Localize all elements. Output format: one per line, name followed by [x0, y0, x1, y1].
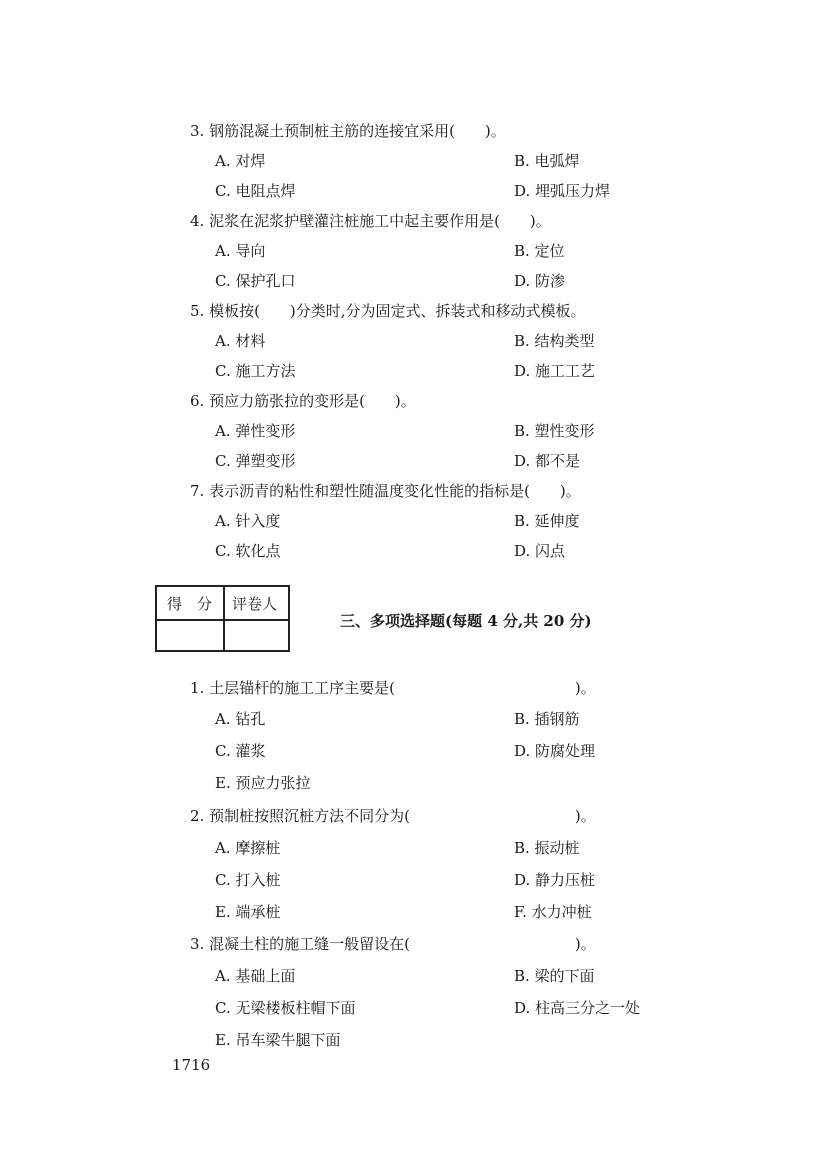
option-e: E. 端承桩 [215, 903, 281, 921]
option-d: D. 埋弧压力焊 [514, 182, 611, 200]
option-a: A. 导向 [215, 242, 266, 260]
option-d: D. 施工工艺 [514, 362, 596, 380]
option-c: C. 软化点 [215, 542, 281, 560]
option-a: A. 弹性变形 [215, 422, 296, 440]
question-stem: 5. 模板按( )分类时,分为固定式、拆装式和移动式模板。 [190, 302, 586, 320]
option-d: D. 柱高三分之一处 [514, 999, 641, 1017]
question-stem: 3. 混凝土柱的施工缝一般留设在( )。 [190, 935, 596, 953]
option-c: C. 电阻点焊 [215, 182, 296, 200]
option-d: D. 闪点 [514, 542, 566, 560]
option-e: E. 预应力张拉 [215, 774, 311, 792]
option-b: B. 振动桩 [514, 839, 580, 857]
option-c: C. 无梁楼板柱帽下面 [215, 999, 356, 1017]
option-c: C. 打入桩 [215, 871, 281, 889]
question-stem: 1. 土层锚杆的施工工序主要是( )。 [190, 679, 596, 697]
question-stem: 4. 泥浆在泥浆护壁灌注桩施工中起主要作用是( )。 [190, 212, 551, 230]
option-f: F. 水力冲桩 [514, 903, 592, 921]
option-b: B. 插钢筋 [514, 710, 580, 728]
option-c: C. 灌浆 [215, 742, 266, 760]
option-a: A. 钻孔 [215, 710, 266, 728]
option-b: B. 电弧焊 [514, 152, 580, 170]
option-d: D. 防腐处理 [514, 742, 596, 760]
option-b: B. 结构类型 [514, 332, 595, 350]
option-e: E. 吊车梁牛腿下面 [215, 1031, 341, 1049]
question-stem: 2. 预制桩按照沉桩方法不同分为( )。 [190, 807, 596, 825]
option-a: A. 基础上面 [215, 967, 296, 985]
option-a: A. 摩擦桩 [215, 839, 281, 857]
option-c: C. 保护孔口 [215, 272, 296, 290]
table-divider [157, 619, 288, 621]
option-b: B. 塑性变形 [514, 422, 595, 440]
option-b: B. 梁的下面 [514, 967, 595, 985]
question-stem: 6. 预应力筋张拉的变形是( )。 [190, 392, 416, 410]
score-header: 得 分 [167, 595, 213, 613]
question-stem: 3. 钢筋混凝土预制桩主筋的连接宜采用( )。 [190, 122, 506, 140]
option-d: D. 防渗 [514, 272, 566, 290]
option-a: A. 针入度 [215, 512, 281, 530]
option-b: B. 定位 [514, 242, 565, 260]
question-stem: 7. 表示沥青的粘性和塑性随温度变化性能的指标是( )。 [190, 482, 581, 500]
score-table [155, 585, 290, 652]
grader-header: 评卷人 [232, 595, 278, 613]
option-b: B. 延伸度 [514, 512, 580, 530]
section-title: 三、多项选择题(每题 4 分,共 20 分) [340, 612, 592, 630]
option-d: D. 都不是 [514, 452, 581, 470]
page-number: 1716 [172, 1056, 211, 1074]
option-a: A. 对焊 [215, 152, 266, 170]
option-a: A. 材料 [215, 332, 266, 350]
option-c: C. 施工方法 [215, 362, 296, 380]
option-d: D. 静力压桩 [514, 871, 596, 889]
option-c: C. 弹塑变形 [215, 452, 296, 470]
